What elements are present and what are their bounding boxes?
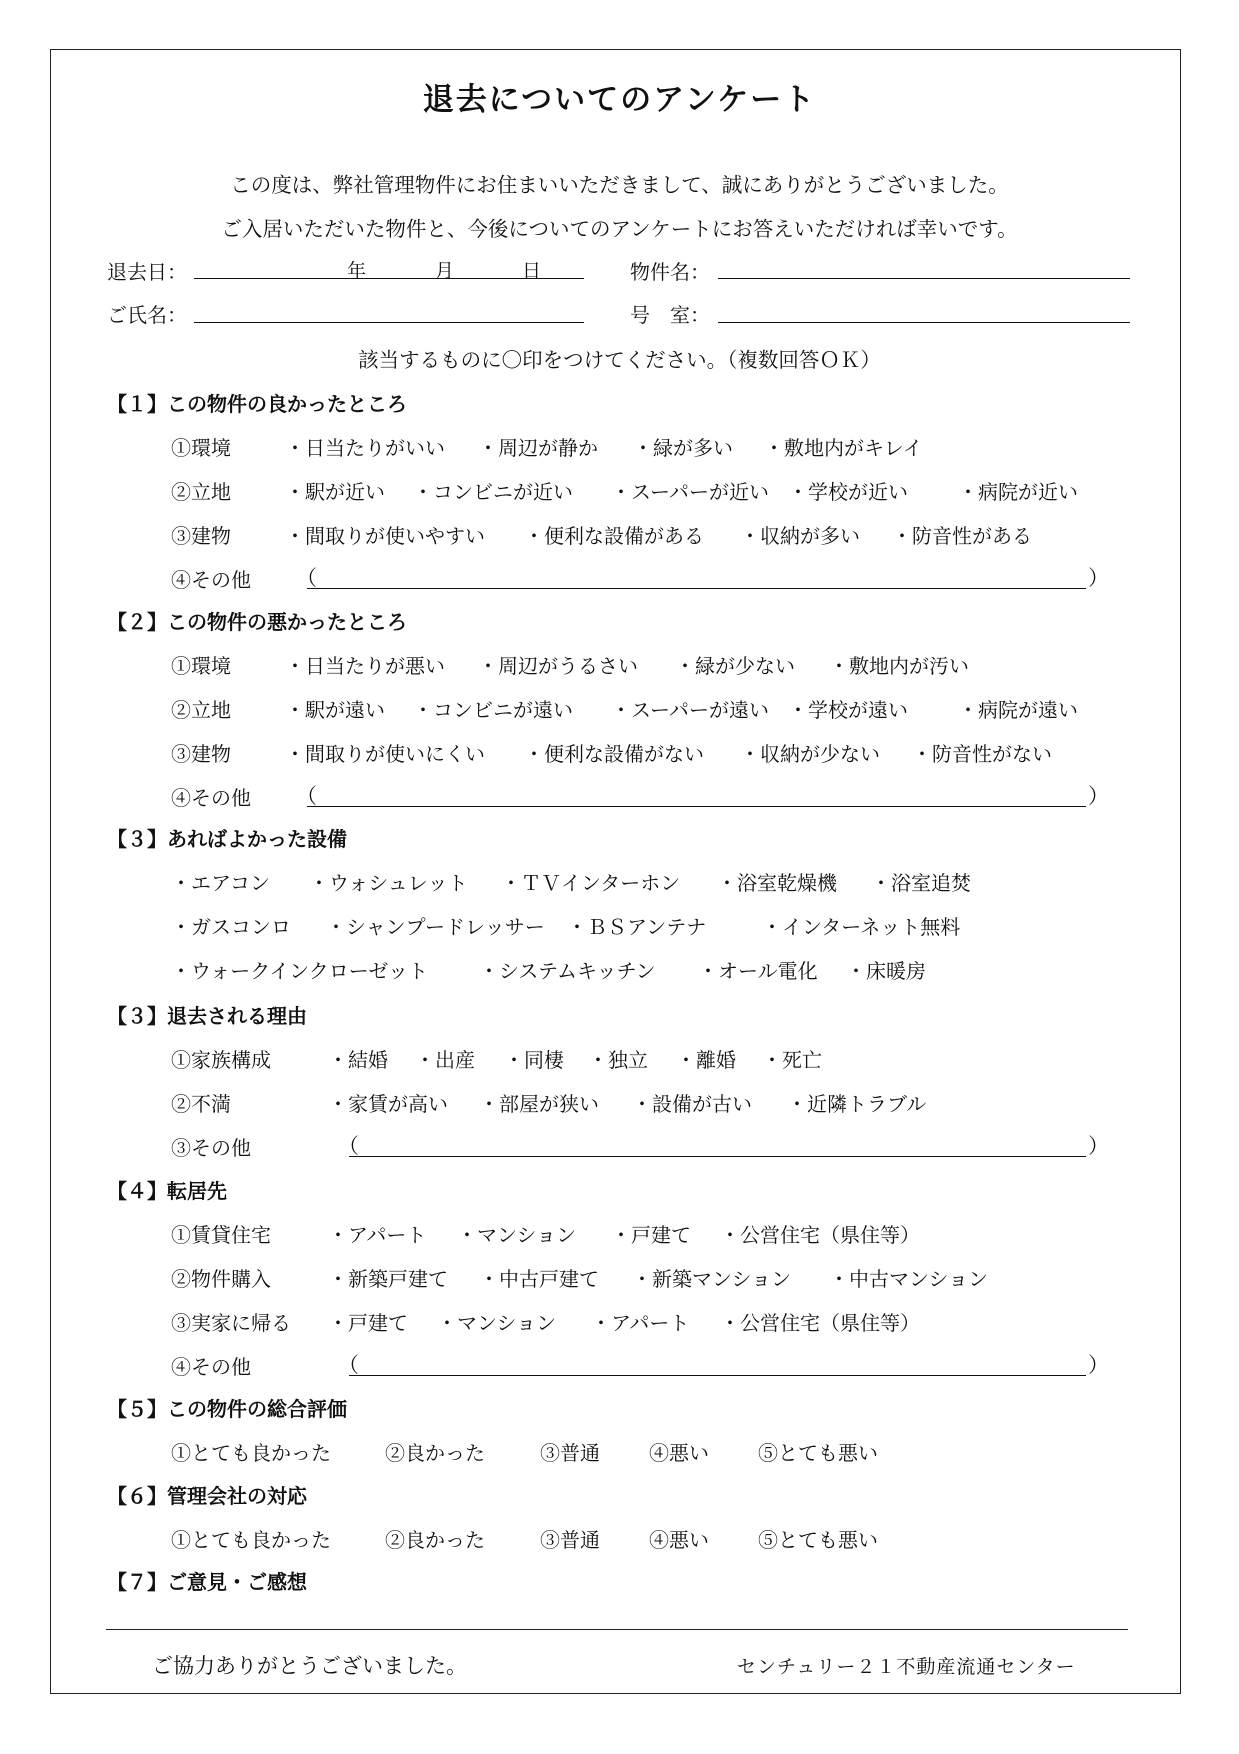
section-6-heading: 【５】この物件の総合評価 xyxy=(107,1397,347,1421)
section-5-row-2-option[interactable]: ・新築マンション xyxy=(632,1267,792,1291)
section-1-row-1-option[interactable]: ・緑が多い xyxy=(633,436,733,460)
section-4-row-1-category: ①家族構成 xyxy=(171,1048,271,1072)
section-4-row-3-category: ③その他 xyxy=(171,1136,251,1160)
intro-line-1: この度は、弊社管理物件にお住まいいただきまして、誠にありがとうございました。 xyxy=(230,173,1009,197)
section-3-row-1-option[interactable]: ・エアコン xyxy=(171,871,270,895)
section-2-row-1-option[interactable]: ・敷地内が汚い xyxy=(829,654,969,678)
close-paren: ） xyxy=(1088,566,1109,590)
open-paren: （ xyxy=(296,566,317,590)
section-4-row-1-option[interactable]: ・独立 xyxy=(588,1048,648,1072)
day-label: 日 xyxy=(522,260,542,282)
section-1-other-write-in-field[interactable] xyxy=(307,588,1086,589)
section-1-row-1-option[interactable]: ・敷地内がキレイ xyxy=(764,436,923,460)
section-5-row-1-option[interactable]: ・アパート xyxy=(328,1223,427,1247)
section-7-row-1-option[interactable]: ⑤とても悪い xyxy=(758,1528,878,1552)
section-3-row-1-option[interactable]: ・浴室乾燥機 xyxy=(717,871,837,895)
section-4-row-2-option[interactable]: ・部屋が狭い xyxy=(479,1092,599,1116)
section-1-row-3-option[interactable]: ・防音性がある xyxy=(892,524,1032,548)
property-name-label: 物件名： xyxy=(630,260,710,284)
section-5-row-1-category: ①賃貸住宅 xyxy=(171,1223,271,1247)
section-7-row-1-option[interactable]: ③普通 xyxy=(540,1528,600,1552)
section-2-row-3-option[interactable]: ・防音性がない xyxy=(912,742,1052,766)
section-4-row-1-option[interactable]: ・同棲 xyxy=(504,1048,564,1072)
section-1-row-3-category: ③建物 xyxy=(171,524,231,548)
section-1-row-2-option[interactable]: ・コンビニが近い xyxy=(413,480,573,504)
section-1-row-1-option[interactable]: ・日当たりがいい xyxy=(285,436,445,460)
section-5-row-3-option[interactable]: ・アパート xyxy=(591,1311,690,1335)
section-3-row-2-option[interactable]: ・インターネット無料 xyxy=(762,915,961,939)
section-5-row-3-category: ③実家に帰る xyxy=(171,1311,291,1335)
section-8-heading: 【７】ご意見・ご感想 xyxy=(107,1570,307,1594)
section-3-row-1-option[interactable]: ・浴室追焚 xyxy=(871,871,971,895)
section-6-row-1-option[interactable]: ③普通 xyxy=(540,1441,600,1465)
section-5-row-2-category: ②物件購入 xyxy=(171,1267,271,1291)
section-1-row-4-category: ④その他 xyxy=(171,568,251,592)
section-2-row-2-option[interactable]: ・病院が遠い xyxy=(958,698,1078,722)
open-paren: （ xyxy=(338,1353,359,1377)
section-3-row-2-option[interactable]: ・ＢＳアンテナ xyxy=(567,915,707,939)
section-4-row-2-option[interactable]: ・設備が古い xyxy=(632,1092,752,1116)
property-name-field[interactable] xyxy=(718,278,1130,279)
section-4-row-1-option[interactable]: ・離婚 xyxy=(676,1048,736,1072)
name-field[interactable] xyxy=(194,322,584,323)
section-3-row-3-option[interactable]: ・ウォークインクローゼット xyxy=(171,959,428,983)
year-label: 年 xyxy=(347,260,367,282)
section-2-row-3-option[interactable]: ・間取りが使いにくい xyxy=(285,742,485,766)
open-paren: （ xyxy=(338,1134,359,1158)
section-7-row-1-option[interactable]: ②良かった xyxy=(385,1528,485,1552)
section-1-heading: 【１】この物件の良かったところ xyxy=(107,392,407,416)
footer-company: センチュリー２１不動産流通センター xyxy=(737,1656,1076,1678)
section-2-row-2-category: ②立地 xyxy=(171,698,231,722)
section-4-row-1-option[interactable]: ・死亡 xyxy=(762,1048,822,1072)
section-5-row-1-option[interactable]: ・公営住宅（県住等） xyxy=(720,1223,920,1247)
section-2-row-3-category: ③建物 xyxy=(171,742,231,766)
section-1-row-3-option[interactable]: ・間取りが使いやすい xyxy=(285,524,485,548)
section-3-row-2-option[interactable]: ・ガスコンロ xyxy=(171,915,291,939)
room-number-field[interactable] xyxy=(718,322,1130,323)
section-5-row-2-option[interactable]: ・新築戸建て xyxy=(328,1267,448,1291)
instruction: 該当するものに〇印をつけてください。（複数回答ＯＫ） xyxy=(358,348,881,372)
section-3-row-3-option[interactable]: ・オール電化 xyxy=(698,959,818,983)
section-4-row-1-option[interactable]: ・結婚 xyxy=(328,1048,388,1072)
section-2-row-3-option[interactable]: ・収納が少ない xyxy=(740,742,880,766)
section-2-heading: 【２】この物件の悪かったところ xyxy=(107,610,407,634)
close-paren: ） xyxy=(1088,784,1109,808)
section-4-other-write-in-field[interactable] xyxy=(349,1156,1086,1157)
section-2-row-3-option[interactable]: ・便利な設備がない xyxy=(524,742,704,766)
section-1-row-3-option[interactable]: ・便利な設備がある xyxy=(524,524,704,548)
section-1-row-2-option[interactable]: ・スーパーが近い xyxy=(611,480,769,504)
section-5-row-1-option[interactable]: ・戸建て xyxy=(611,1223,691,1247)
section-6-row-1-option[interactable]: ①とても良かった xyxy=(171,1441,331,1465)
section-5-row-2-option[interactable]: ・中古戸建て xyxy=(479,1267,599,1291)
section-6-row-1-option[interactable]: ④悪い xyxy=(649,1441,709,1465)
section-5-row-3-option[interactable]: ・戸建て xyxy=(328,1311,408,1335)
section-1-row-3-option[interactable]: ・収納が多い xyxy=(740,524,860,548)
section-3-row-3-option[interactable]: ・床暖房 xyxy=(846,959,926,983)
section-1-row-2-option[interactable]: ・駅が近い xyxy=(285,480,385,504)
footer-divider xyxy=(106,1629,1128,1630)
section-5-row-2-option[interactable]: ・中古マンション xyxy=(829,1267,989,1291)
section-1-row-1-option[interactable]: ・周辺が静か xyxy=(478,436,598,460)
page-title: 退去についてのアンケート xyxy=(422,82,817,118)
section-2-row-1-option[interactable]: ・日当たりが悪い xyxy=(285,654,445,678)
section-5-other-write-in-field[interactable] xyxy=(349,1375,1086,1376)
close-paren: ） xyxy=(1088,1134,1109,1158)
month-label: 月 xyxy=(435,260,455,282)
name-label: ご氏名： xyxy=(107,303,187,327)
section-4-heading: 【３】退去される理由 xyxy=(107,1004,307,1028)
section-5-row-1-option[interactable]: ・マンション xyxy=(457,1223,577,1247)
section-2-row-1-option[interactable]: ・周辺がうるさい xyxy=(478,654,638,678)
move-out-date-label: 退去日： xyxy=(107,260,187,284)
section-1-row-2-option[interactable]: ・学校が近い xyxy=(788,480,908,504)
section-1-row-1-category: ①環境 xyxy=(171,436,231,460)
section-2-row-2-option[interactable]: ・スーパーが遠い xyxy=(611,698,769,722)
section-2-row-2-option[interactable]: ・学校が遠い xyxy=(788,698,908,722)
section-4-row-1-option[interactable]: ・出産 xyxy=(415,1048,475,1072)
section-5-row-3-option[interactable]: ・マンション xyxy=(437,1311,557,1335)
section-1-row-2-category: ②立地 xyxy=(171,480,231,504)
intro-line-2: ご入居いただいた物件と、今後についてのアンケートにお答えいただければ幸いです。 xyxy=(221,217,1018,241)
section-3-row-1-option[interactable]: ・ＴＶインターホン xyxy=(501,871,681,895)
section-2-row-2-option[interactable]: ・駅が遠い xyxy=(285,698,385,722)
section-7-row-1-option[interactable]: ①とても良かった xyxy=(171,1528,331,1552)
room-number-label: 号 室： xyxy=(630,303,710,327)
section-4-row-2-option[interactable]: ・近隣トラブル xyxy=(787,1092,927,1116)
section-5-heading: 【４】転居先 xyxy=(107,1179,227,1203)
section-2-row-1-option[interactable]: ・緑が少ない xyxy=(675,654,795,678)
section-1-row-2-option[interactable]: ・病院が近い xyxy=(958,480,1078,504)
section-6-row-1-option[interactable]: ②良かった xyxy=(385,1441,485,1465)
section-7-heading: 【６】管理会社の対応 xyxy=(107,1484,307,1508)
section-4-row-2-category: ②不満 xyxy=(171,1092,231,1116)
section-7-row-1-option[interactable]: ④悪い xyxy=(649,1528,709,1552)
section-2-row-4-category: ④その他 xyxy=(171,786,251,810)
section-2-row-1-category: ①環境 xyxy=(171,654,231,678)
section-2-row-2-option[interactable]: ・コンビニが遠い xyxy=(413,698,573,722)
open-paren: （ xyxy=(296,784,317,808)
section-4-row-2-option[interactable]: ・家賃が高い xyxy=(328,1092,448,1116)
section-5-row-4-category: ④その他 xyxy=(171,1355,251,1379)
footer-thanks: ご協力ありがとうございました。 xyxy=(152,1654,467,1678)
section-6-row-1-option[interactable]: ⑤とても悪い xyxy=(758,1441,878,1465)
section-3-heading: 【３】あればよかった設備 xyxy=(107,827,347,851)
close-paren: ） xyxy=(1088,1353,1109,1377)
section-3-row-3-option[interactable]: ・システムキッチン xyxy=(479,959,656,983)
section-3-row-2-option[interactable]: ・シャンプードレッサー xyxy=(326,915,545,939)
section-5-row-3-option[interactable]: ・公営住宅（県住等） xyxy=(720,1311,920,1335)
section-3-row-1-option[interactable]: ・ウォシュレット xyxy=(309,871,468,895)
section-2-other-write-in-field[interactable] xyxy=(307,806,1086,807)
